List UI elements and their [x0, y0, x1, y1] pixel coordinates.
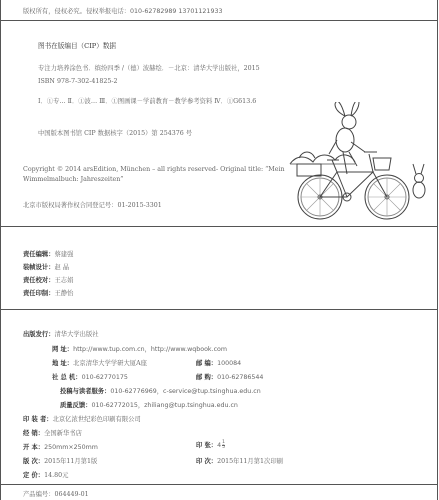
publisher-row: [23, 329, 99, 338]
distributor-row: [23, 428, 82, 437]
edition-row: [23, 456, 97, 465]
price-value: 14.80元: [44, 472, 69, 479]
sheets-whole: 4: [217, 442, 222, 449]
printer-value: 北京亿浓世纪彩色印刷有限公司: [52, 416, 141, 423]
section-rule-1: [0, 226, 438, 227]
mail-order-row: [196, 372, 263, 381]
quality-feedback-value: 010-62772015，zhiliang@tup.tsinghua.edu.cn: [91, 402, 238, 409]
switchboard-value: 010-62770175: [81, 374, 128, 381]
copyright-english: Copyright © 2014 arsEdition, München – all rights reserved- Original title: “Mein Wimmelmalbuch: Jahreszeiten”: [23, 166, 285, 183]
impression-row: [196, 456, 283, 465]
website-label: 网 址：: [52, 346, 74, 353]
address-label: 地 址：: [52, 360, 74, 367]
quality-feedback-row: [60, 400, 238, 409]
edition-value: 2015年11月第1版: [44, 458, 98, 465]
sheets-label: 印 张：: [196, 442, 218, 449]
printer-label: 印 装 者：: [23, 416, 53, 423]
sheets-row: [196, 440, 225, 450]
section-rule-3: [0, 484, 438, 485]
address-value: 北京清华大学学研大厦A座: [73, 360, 147, 367]
price-row: [23, 470, 68, 479]
sheets-numerator: 1: [222, 440, 225, 445]
cip-line-classification: Ⅰ．①专… Ⅱ．①波… Ⅲ．①图画课－学前教育－教学参考资料 Ⅳ．①G613.6: [38, 98, 257, 105]
left-border: [0, 0, 1, 500]
price-label: 定 价：: [23, 472, 45, 479]
switchboard-row: [52, 372, 128, 381]
edition-label: 版 次：: [23, 458, 45, 465]
address-row: [52, 358, 147, 367]
format-label: 开 本：: [23, 444, 45, 451]
cip-library-number: 中国版本图书馆 CIP 数据核字（2015）第 254376 号: [38, 130, 193, 137]
editor-value: 赵 晶: [54, 264, 70, 271]
editor-value: 蔡建强: [54, 251, 74, 258]
product-code: 产品编号：064449-01: [23, 491, 89, 498]
bicycle-illustration: [285, 102, 435, 227]
distributor-value: 全国新华书店: [44, 430, 82, 437]
postcode-row: [196, 358, 241, 367]
mail-order-label: 邮 购：: [196, 374, 218, 381]
editor-row-1: [23, 249, 73, 258]
cip-heading: 图书在版编目（CIP）数据: [38, 42, 117, 50]
postcode-label: 邮 编：: [196, 360, 218, 367]
section-rule-2: [0, 309, 438, 310]
header-rule: [0, 20, 438, 21]
right-border: [437, 0, 438, 500]
impression-label: 印 次：: [196, 458, 218, 465]
copyright-contract: 北京市版权局著作权合同登记号：01-2015-3301: [23, 202, 162, 209]
publisher-label: 出版发行：: [23, 331, 55, 338]
editor-value: 王志娟: [54, 277, 74, 284]
website-row: [52, 344, 227, 353]
cip-line-isbn: ISBN 978-7-302-41825-2: [38, 78, 118, 85]
printer-row: [23, 414, 141, 423]
sheets-denominator: 5: [222, 445, 225, 450]
format-row: [23, 442, 98, 451]
editor-label: 责任编辑：: [23, 251, 55, 258]
reader-service-label: 投稿与读者服务：: [60, 388, 111, 395]
editor-row-2: [23, 262, 69, 271]
editor-label: 责任校对：: [23, 277, 55, 284]
editor-row-4: [23, 288, 73, 297]
postcode-value: 100084: [217, 360, 242, 367]
editor-value: 王静怡: [54, 290, 74, 297]
cip-line-title: 专注力培养涂色书．缤纷四季 /（德）波赫绘．－北京：清华大学出版社，2015: [38, 65, 260, 72]
switchboard-label: 社 总 机：: [52, 374, 82, 381]
format-value: 250mm×250mm: [44, 444, 98, 451]
website-link[interactable]: http://www.tup.com.cn，http://www.wqbook.com: [73, 346, 228, 353]
editor-label: 装帧设计：: [23, 264, 55, 271]
publisher-value: 清华大学出版社: [54, 331, 99, 338]
distributor-label: 经 销：: [23, 430, 45, 437]
impression-value: 2015年11月第1次印刷: [217, 458, 283, 465]
reader-service-value: 010-62776969，c-service@tup.tsinghua.edu.cn: [110, 388, 261, 395]
piracy-notice: 版权所有，侵权必究。侵权举报电话：010-62782989 13701121933: [23, 8, 223, 15]
quality-feedback-label: 质量反馈：: [60, 402, 92, 409]
mail-order-value: 010-62786544: [217, 374, 264, 381]
editor-label: 责任印制：: [23, 290, 55, 297]
sheets-fraction: [222, 441, 225, 450]
reader-service-row: [60, 386, 261, 395]
editor-row-3: [23, 275, 73, 284]
